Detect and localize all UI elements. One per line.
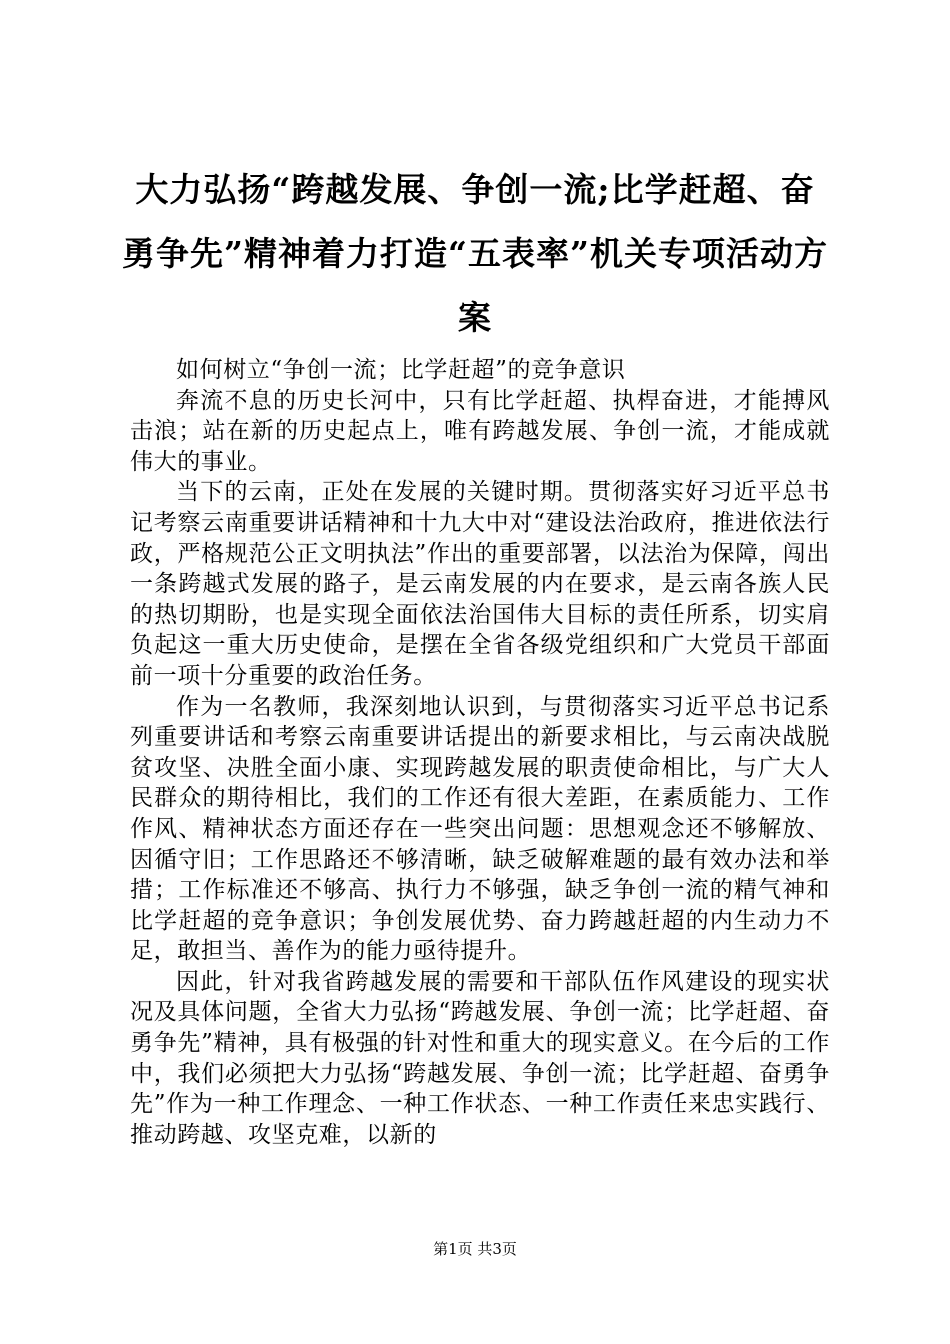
paragraph: 奔流不息的历史长河中，只有比学赶超、执桿奋进，才能搏风击浪；站在新的历史起点上，唯有跨越发展、争创一流，才能成就伟大的事业。 (130, 387, 830, 475)
paragraph: 因此，针对我省跨越发展的需要和干部队伍作风建设的现实状况及具体问题，全省大力弘扬“跨越发展、争创一流；比学赶超、奋勇争先”精神，具有极强的针对性和重大的现实意义。在今后的工作中，我们必须把大力弘扬“跨越发展、争创一流；比学赶超、奋勇争先”作为一种工作理念、一种工作状态、一种工作责任来忠实践行、推动跨越、攻坚克难，以新的 (130, 968, 830, 1148)
paragraph: 当下的云南，正处在发展的关键时期。贯彻落实好习近平总书记考察云南重要讲话精神和十九大中对“建设法治政府，推进依法行政，严格规范公正文明执法”作出的重要部署，以法治为保障，闯出一条跨越式发展的路子，是云南发展的内在要求，是云南各族人民的热切期盼，也是实现全面依法治国伟大目标的责任所系，切实肩负起这一重大历史使命，是摆在全省各级党组织和广大党员干部面前一项十分重要的政治任务。 (130, 479, 830, 689)
paragraph: 作为一名教师，我深刻地认识到，与贯彻落实习近平总书记系列重要讲话和考察云南重要讲话提出的新要求相比，与云南决战脱贫攻坚、决胜全面小康、实现跨越发展的职责使命相比，与广大人民群众的期待相比，我们的工作还有很大差距，在素质能力、工作作风、精神状态方面还存在一些突出问题：思想观念还不够解放、因循守旧；工作思路还不够清晰，缺乏破解难题的最有效办法和举措；工作标准还不够高、执行力不够强，缺乏争创一流的精气神和比学赶超的竞争意识；争创发展优势、奋力跨越赶超的内生动力不足，敢担当、善作为的能力亟待提升。 (130, 693, 830, 965)
page-number-footer: 第1页 共3页 (433, 1240, 517, 1258)
document-title: 大力弘扬“跨越发展、争创一流;比学赶超、奋勇争先”精神着力打造“五表率”机关专项活动方案 (122, 170, 828, 337)
document-body (130, 355, 830, 1150)
paragraph-subtitle: 如何树立“争创一流；比学赶超”的竞争意识 (176, 357, 626, 383)
